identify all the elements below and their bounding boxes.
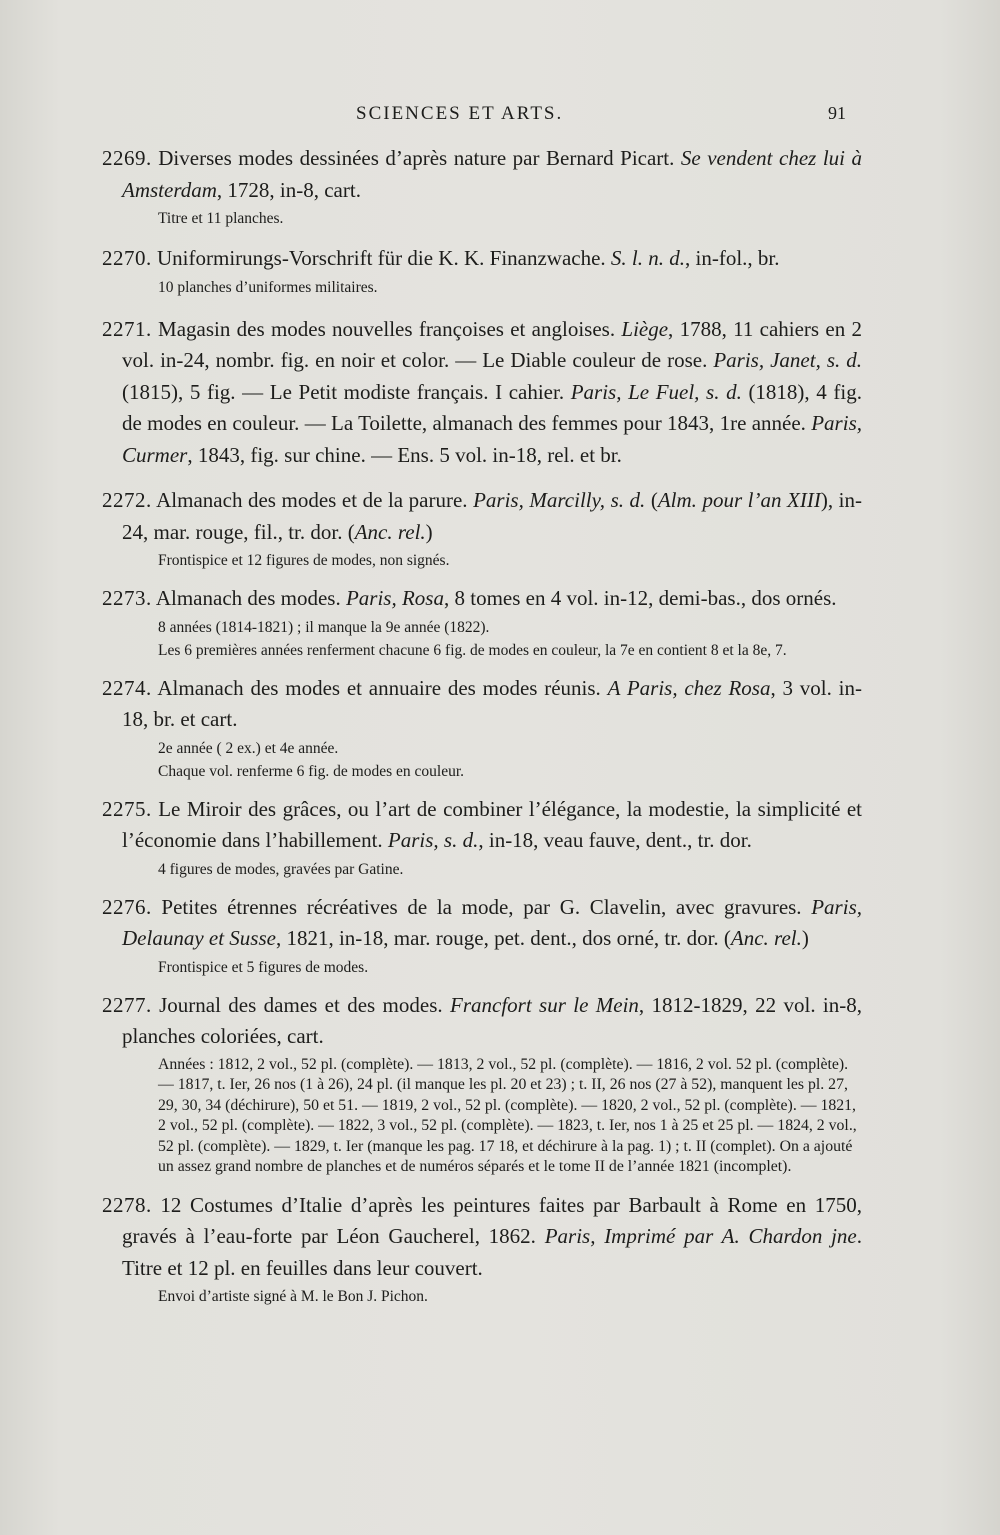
entry-text: Le Miroir des grâces, ou l’art de combiner l’élégance, la modestie, la simplicité et l’économie dans l’habillement. xyxy=(122,796,862,852)
entry-number: 2276. xyxy=(102,894,152,919)
catalogue-entry xyxy=(102,673,862,782)
entry-description xyxy=(102,314,862,472)
entry-imprint-italic: Francfort sur le Mein xyxy=(450,992,639,1017)
entry-note: Années : 1812, 2 vol., 52 pl. (complète). — 1813, 2 vol., 52 pl. (complète). — 1816, 2 vol. 52 pl. (complète). — 1817, t. Ier, 26 nos (1 à 26), 24 pl. (il manque les pl. 20 et 23) ; t. II, 26 nos (27 à 52), manquent les pl. 27, 29, 30, 34 (déchirure), 50 et 51. — 1819, 2 vol., 52 pl. (complète). — 1820, 2 vol., 52 pl. (complète). — 1821, 2 vol., 52 pl. (complète). — 1822, 3 vol., 52 pl. (complète). — 1823, t. Ier, nos 1 à 25 et 25 pl. — 1824, 2 vol., 52 pl. (complète). — 1829, t. Ier (manque les pag. 17 18, et déchirure à la pag. 1) ; t. II (complet). On a ajouté un assez grand nombre de planches et de numéros séparés et le tome II de l’année 1821 (incomplet). xyxy=(158,1055,857,1175)
entry-imprint-italic: Alm. pour l’an XIII xyxy=(657,488,821,512)
entry-number: 2272. xyxy=(102,488,152,512)
entry-imprint-italic: Paris, Le Fuel, s. d. xyxy=(570,379,742,404)
entry-text: Petites étrennes récréatives de la mode, par G. Clavelin, avec gravures. xyxy=(161,894,812,919)
entry-imprint-italic: Paris, Delaunay et Susse xyxy=(122,894,862,950)
entry-text: ) xyxy=(801,926,809,950)
entry-text: Almanach des modes. xyxy=(155,586,346,610)
catalogue-entry xyxy=(102,583,862,661)
entry-description xyxy=(102,794,862,857)
entry-note: 10 planches d’uniformes militaires. xyxy=(158,278,378,296)
entry-note: Titre et 11 planches. xyxy=(158,210,284,227)
entry-imprint-italic: Paris, Imprimé par A. Chardon jne xyxy=(544,1224,857,1248)
entry-imprint-italic: Liège xyxy=(621,316,669,341)
entry-number: 2271. xyxy=(102,316,152,341)
entry-text: , 1821, in-18, mar. rouge, pet. dent., dos orné, tr. dor. ( xyxy=(275,926,731,950)
entry-text: , 3 vol. in-18, br. et cart. xyxy=(122,675,862,731)
entry-imprint-italic: Paris, Marcilly, s. d. xyxy=(473,488,646,512)
entry-text: Almanach des modes et de la parure. xyxy=(156,488,474,512)
entry-description xyxy=(102,485,862,548)
catalogue-entry xyxy=(102,485,862,571)
entry-description xyxy=(102,1190,862,1285)
entry-description xyxy=(102,673,862,736)
entry-imprint-italic: Paris, Janet, s. d. xyxy=(713,348,862,372)
entry-number: 2274. xyxy=(102,675,152,700)
entry-note: Envoi d’artiste signé à M. le Bon J. Pichon. xyxy=(158,1288,428,1305)
catalogue-entry xyxy=(102,243,862,298)
entry-text: Magasin des modes nouvelles françoises et angloises. xyxy=(158,316,622,341)
entry-note: Frontispice et 5 figures de modes. xyxy=(158,958,369,976)
entry-imprint-italic: Paris, Rosa xyxy=(345,586,444,610)
entry-imprint-italic: Paris, Curmer xyxy=(122,411,862,467)
catalogue-entry xyxy=(102,143,862,229)
entry-text: ( xyxy=(645,488,658,512)
entry-text: . Titre et 12 pl. en feuilles dans leur couvert. xyxy=(122,1224,862,1280)
entry-text: , 1843, fig. sur chine. — Ens. 5 vol. in-18, rel. et br. xyxy=(187,442,622,467)
entry-description xyxy=(102,583,862,615)
entry-text: ), in-24, mar. rouge, fil., tr. dor. ( xyxy=(122,488,862,544)
entry-number: 2269. xyxy=(102,146,152,170)
entry-imprint-italic: Se vendent chez lui à Amsterdam xyxy=(122,146,863,202)
entry-text: Diverses modes dessinées d’après nature par Bernard Picart. xyxy=(158,146,681,170)
entry-number: 2278. xyxy=(102,1192,152,1217)
page-number: 91 xyxy=(828,103,846,123)
entry-text: Almanach des modes et annuaire des modes réunis. xyxy=(157,675,608,700)
entry-note: Chaque vol. renferme 6 fig. de modes en couleur. xyxy=(158,762,465,780)
running-title: SCIENCES ET ARTS. xyxy=(356,103,564,124)
entry-description xyxy=(102,990,862,1053)
entry-text: (1818), 4 fig. de modes en couleur. — La Toilette, almanach des femmes pour 1843, 1re année. xyxy=(122,379,862,435)
entry-text: ) xyxy=(425,519,433,544)
entry-number: 2277. xyxy=(102,992,152,1017)
entry-text: , in-18, veau fauve, dent., tr. dor. xyxy=(478,828,752,852)
entry-description xyxy=(102,243,862,275)
entry-text: Journal des dames et des modes. xyxy=(159,992,450,1017)
catalogue-entry xyxy=(102,892,862,978)
entry-text: , in-fol., br. xyxy=(685,246,780,270)
entry-text: , 8 tomes en 4 vol. in-12, demi-bas., dos ornés. xyxy=(443,586,837,610)
entry-text: Uniformirungs-Vorschrift für die K. K. Finanzwache. xyxy=(157,246,611,270)
catalogue-entries xyxy=(102,143,862,1319)
entry-imprint-italic: Anc. rel. xyxy=(730,926,802,950)
entry-note: Frontispice et 12 figures de modes, non signés. xyxy=(158,552,450,569)
entry-number: 2275. xyxy=(102,796,152,821)
entry-text: 12 Costumes d’Italie d’après les peintures faites par Barbault à Rome en 1750, gravés à l’eau-forte par Léon Gaucherel, 1862. xyxy=(122,1192,862,1248)
entry-description xyxy=(102,143,862,206)
entry-description xyxy=(102,892,862,955)
entry-text: , 1812-1829, 22 vol. in-8, planches coloriées, cart. xyxy=(122,992,863,1048)
entry-imprint-italic: A Paris, chez Rosa xyxy=(607,675,771,700)
catalogue-entry xyxy=(102,990,862,1178)
catalogue-entry xyxy=(102,794,862,880)
catalogue-entry xyxy=(102,314,862,472)
entry-number: 2273. xyxy=(102,586,152,610)
entry-imprint-italic: S. l. n. d. xyxy=(610,246,686,270)
catalogue-entry xyxy=(102,1190,862,1308)
entry-text: (1815), 5 fig. — Le Petit modiste français. I cahier. xyxy=(122,379,571,404)
entry-note: Les 6 premières années renferment chacune 6 fig. de modes en couleur, la 7e en contient 8 et la 8e, 7. xyxy=(158,641,787,659)
entry-note: 2e année ( 2 ex.) et 4e année. xyxy=(158,739,339,757)
entry-text: , 1788, 11 cahiers en 2 vol. in-24, nombr. fig. en noir et color. — Le Diable couleur de rose. xyxy=(122,316,862,372)
entry-imprint-italic: Anc. rel. xyxy=(354,519,426,544)
entry-imprint-italic: Paris, s. d. xyxy=(387,828,479,852)
entry-text: , 1728, in-8, cart. xyxy=(216,177,361,202)
entry-note: 8 années (1814-1821) ; il manque la 9e année (1822). xyxy=(158,618,490,636)
entry-number: 2270. xyxy=(102,246,152,270)
entry-note: 4 figures de modes, gravées par Gatine. xyxy=(158,860,404,878)
